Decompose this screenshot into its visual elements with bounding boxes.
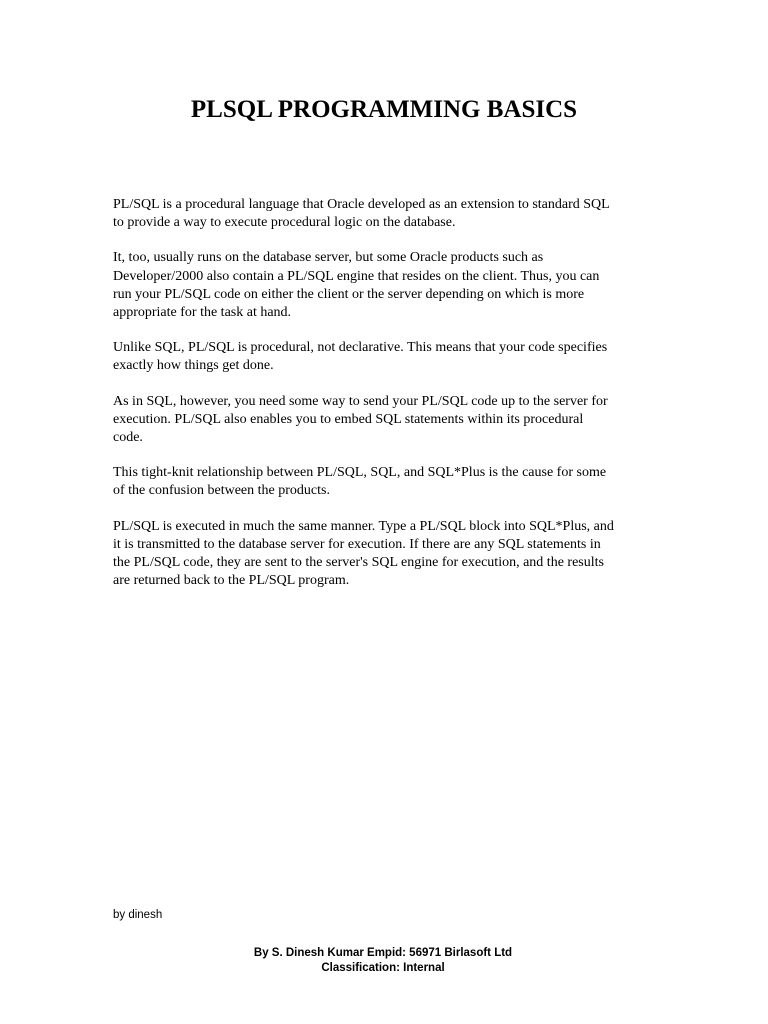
footer-author-line: By S. Dinesh Kumar Empid: 56971 Birlasoft Ltd <box>253 947 513 959</box>
paragraph-manner: PL/SQL is executed in much the same manner. Type a PL/SQL block into SQL*Plus, and it is transmitted to the database server for execution. If there are any SQL statements in the PL/SQL code, they are sent to the server's SQL engine for execution, and the results are returned back to the PL/SQL program. <box>113 518 614 589</box>
paragraph-server: It, too, usually runs on the database server, but some Oracle products such as Developer/2000 also contain a PL/SQL engine that resides on the client. Thus, you can run your PL/SQL code on either the client or the server depending on which is more appropriate for the task at hand. <box>113 250 600 321</box>
footer-classification: Classification: Internal <box>321 961 445 974</box>
paragraph-execution: As in SQL, however, you need some way to send your PL/SQL code up to the server for execution. PL/SQL also enables you to embed SQL statements within its procedural code. <box>113 393 608 446</box>
paragraph-procedural: Unlike SQL, PL/SQL is procedural, not declarative. This means that your code specifies exactly how things get done. <box>113 340 608 374</box>
document-title: PLSQL PROGRAMMING BASICS <box>190 96 578 123</box>
paragraph-intro: PL/SQL is a procedural language that Oracle developed as an extension to standard SQL to provide a way to execute procedural logic on the database. <box>113 197 610 231</box>
author-note: by dinesh <box>113 909 163 921</box>
document-body <box>113 196 658 607</box>
paragraph-relationship: This tight-knit relationship between PL/SQL, SQL, and SQL*Plus is the cause for some of the confusion between the products. <box>113 465 607 499</box>
page-footer <box>0 946 766 975</box>
